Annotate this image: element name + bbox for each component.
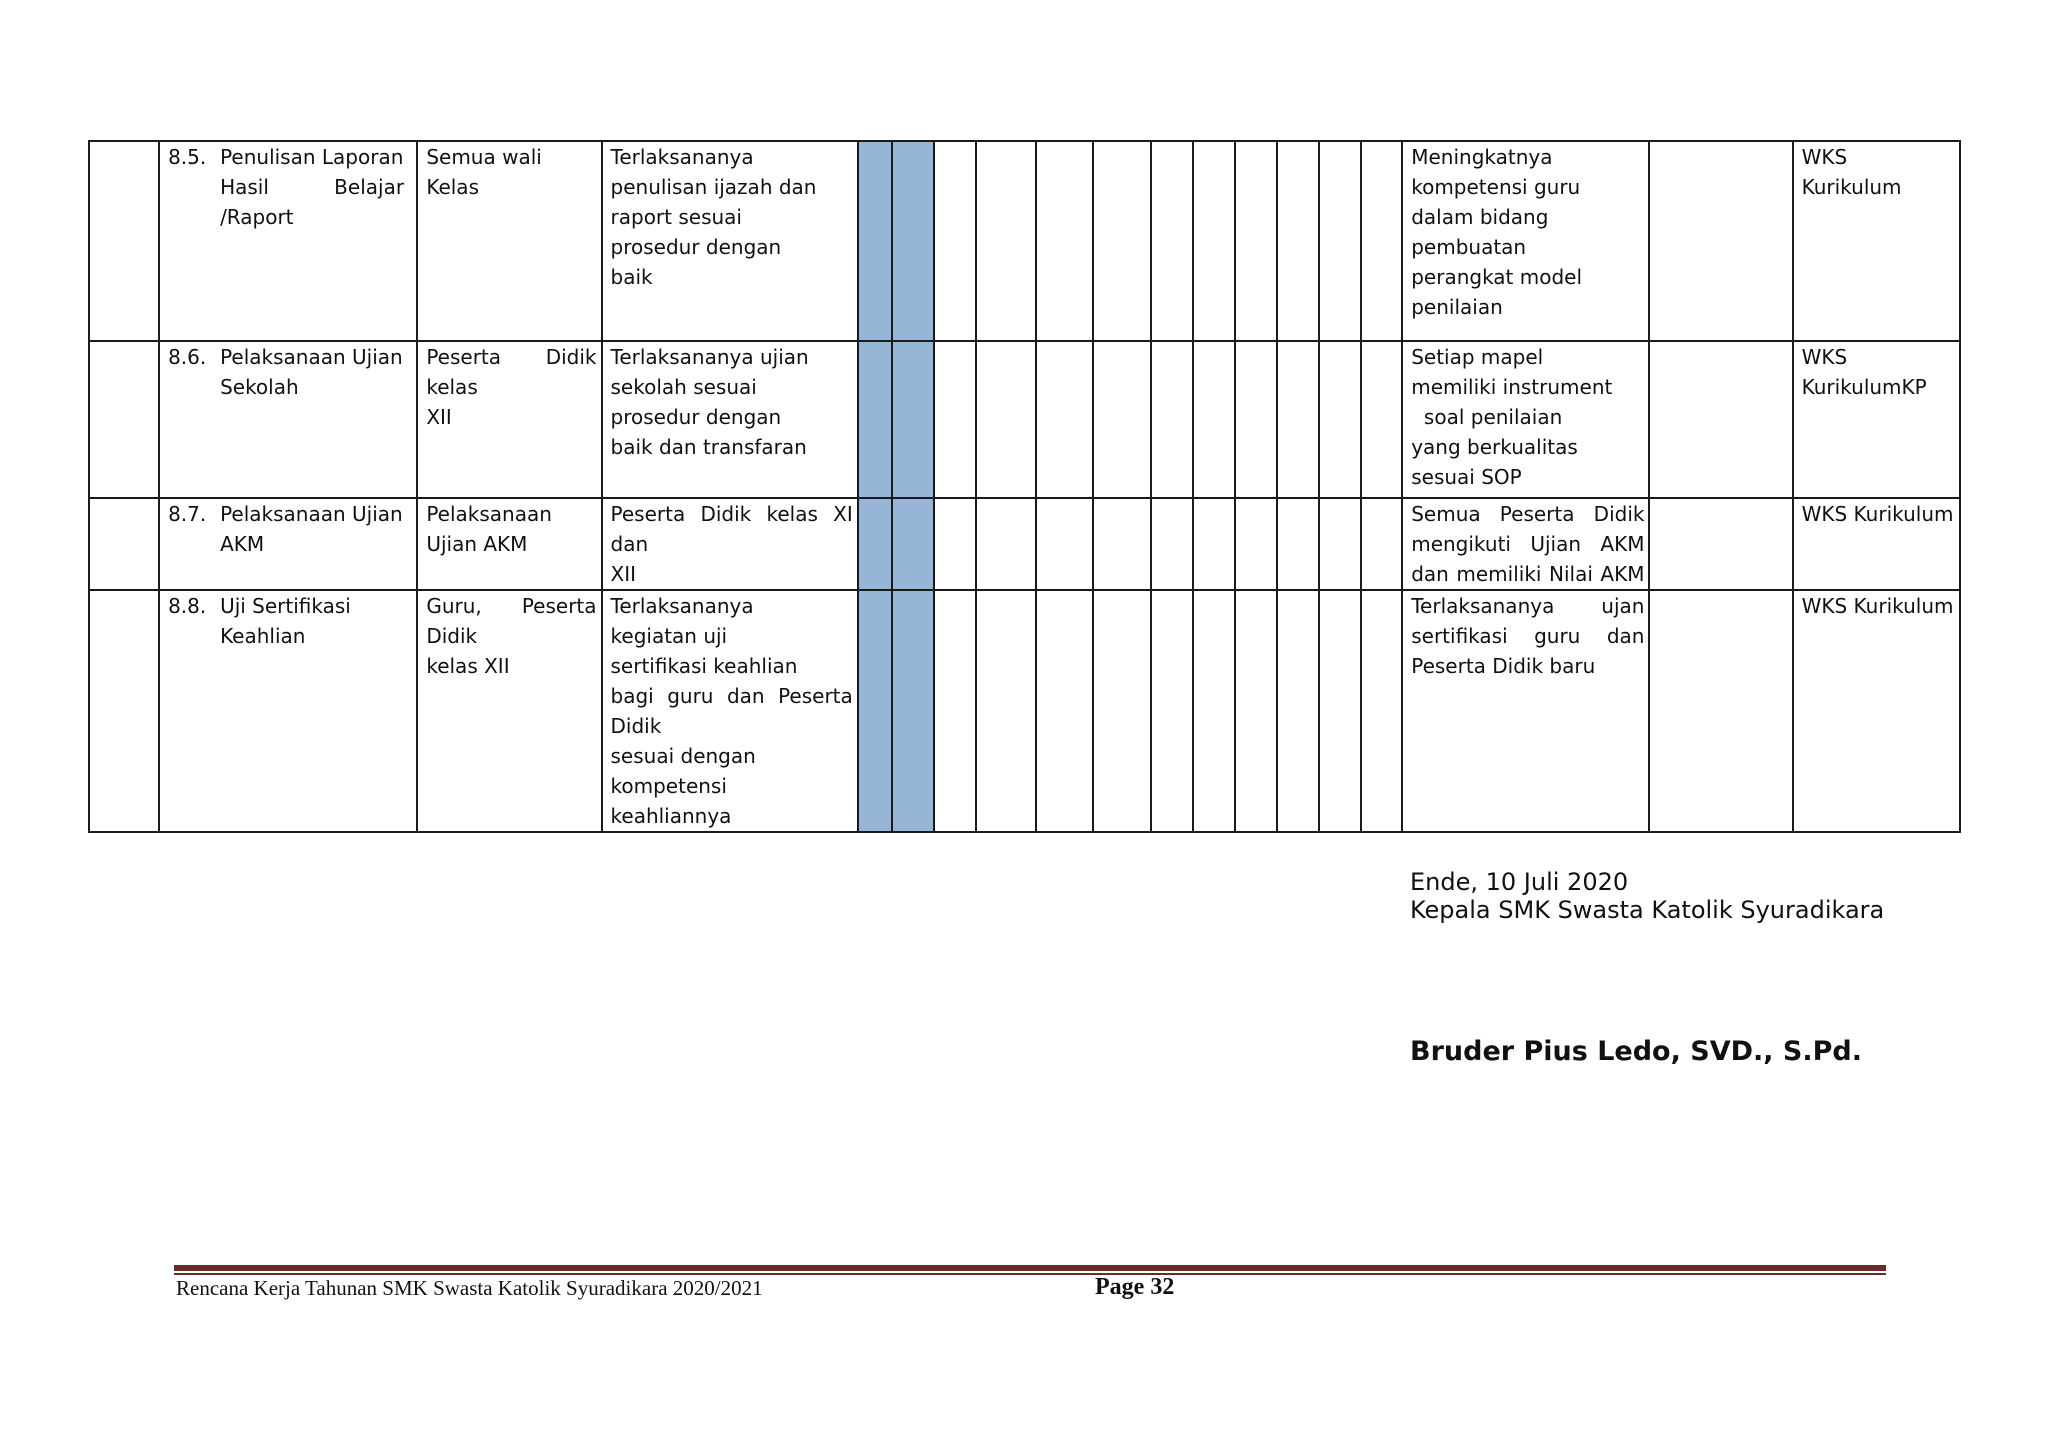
indicator-line: Terlaksananya [610,145,754,169]
month-cell [1036,341,1093,498]
indicator-line: prosedur dengan [610,405,782,429]
indicator-line: sesuai dengan [610,744,756,768]
item-number: 8.7. [168,502,207,526]
month-cell-scheduled [892,590,934,832]
row-margin-cell [89,141,159,341]
budget-cell [1649,141,1792,341]
item-number: 8.8. [168,594,207,618]
outcome-cell [1402,590,1649,832]
table-row [89,498,1960,590]
target-line: kelas XII [426,654,510,678]
month-cell [934,141,976,341]
month-cell [934,341,976,498]
activity-line: Pelaksanaan Ujian [220,345,403,369]
target-line: Guru, Peserta [426,594,597,618]
indicator-cell [602,498,858,590]
activity-line: Keahlian [220,624,306,648]
month-cell [1361,590,1402,832]
activity-cell [159,498,417,590]
month-cell [1193,341,1235,498]
outcome-line: sesuai SOP [1411,465,1522,489]
indicator-line: kompetensi [610,774,727,798]
activity-line: Uji Sertifikasi [220,594,351,618]
outcome-line: penilaian [1411,295,1503,319]
month-cell-scheduled [892,341,934,498]
activity-cell [159,141,417,341]
month-cell [934,590,976,832]
month-cell [1235,341,1277,498]
outcome-cell [1402,141,1649,341]
responsible-line: WKS [1801,145,1848,169]
budget-cell [1649,590,1792,832]
outcome-line: pembuatan [1411,235,1527,259]
month-cell [1093,498,1151,590]
responsible-cell [1793,141,1960,341]
activity-name [220,591,404,651]
month-cell [934,498,976,590]
activity-line: Penulisan Laporan [220,145,404,169]
target-line: Didik [426,624,478,648]
indicator-cell [602,141,858,341]
target-line: Semua wali [426,145,542,169]
month-cell [1319,590,1361,832]
activity-name [220,499,404,559]
signature-block [1410,868,1884,924]
outcome-line: Terlaksananya ujan [1411,594,1645,618]
month-cell-scheduled [892,498,934,590]
outcome-line: soal penilaian [1411,405,1563,429]
footer-rule [174,1265,1886,1271]
month-cell [1093,341,1151,498]
month-cell-scheduled [858,141,892,341]
footer-page-number: Page 32 [1095,1274,1175,1300]
outcome-line: dan memiliki Nilai AKM [1411,562,1645,586]
row-margin-cell [89,341,159,498]
indicator-line: Peserta Didik kelas XI [610,502,853,526]
row-margin-cell [89,498,159,590]
activity-line: Pelaksanaan Ujian [220,502,403,526]
responsible-line: KurikulumKP [1801,375,1927,399]
target-line: Ujian AKM [426,532,528,556]
work-plan-table [88,140,1961,833]
outcome-cell [1402,341,1649,498]
activity-name [220,342,404,402]
activity-name [220,142,404,232]
outcome-line: yang berkualitas [1411,435,1578,459]
outcome-line: memiliki instrument [1411,375,1613,399]
indicator-line: kegiatan uji [610,624,728,648]
item-number: 8.6. [168,345,207,369]
month-cell [1361,141,1402,341]
month-cell [1036,498,1093,590]
month-cell [1093,141,1151,341]
activity-line: AKM [220,532,265,556]
activity-line: /Raport [220,205,294,229]
month-cell-scheduled [892,141,934,341]
target-line: XII [426,405,452,429]
month-cell [1093,590,1151,832]
outcome-line: Peserta Didik baru [1411,654,1596,678]
indicator-line: bagi guru dan Peserta [610,684,853,708]
indicator-cell [602,590,858,832]
target-cell [417,341,601,498]
month-cell-scheduled [858,590,892,832]
outcome-line: perangkat model [1411,265,1583,289]
table-row [89,590,1960,832]
month-cell [1151,590,1193,832]
responsible-line: Kurikulum [1801,175,1902,199]
indicator-line: raport sesuai [610,205,742,229]
item-number: 8.5. [168,145,207,169]
indicator-line: dan [610,532,649,556]
target-cell [417,590,601,832]
month-cell [1151,498,1193,590]
month-cell [1036,141,1093,341]
month-cell [1319,498,1361,590]
target-cell [417,498,601,590]
month-cell [1319,341,1361,498]
outcome-cell [1402,498,1649,590]
indicator-line: baik [610,265,653,289]
indicator-line: keahliannya [610,804,732,828]
signer-name: Bruder Pius Ledo, SVD., S.Pd. [1410,1036,1862,1067]
outcome-line: dalam bidang [1411,205,1549,229]
month-cell [1193,498,1235,590]
outcome-line: sertifikasi guru dan [1411,624,1645,648]
target-line: kelas [426,375,478,399]
month-cell [1151,141,1193,341]
outcome-line: Setiap mapel [1411,345,1544,369]
month-cell [1235,590,1277,832]
responsible-cell [1793,498,1960,590]
outcome-line: Meningkatnya [1411,145,1553,169]
target-line: Kelas [426,175,479,199]
target-cell [417,141,601,341]
indicator-line: penulisan ijazah dan [610,175,817,199]
target-line: Peserta Didik [426,345,597,369]
responsible-line: WKS Kurikulum [1801,594,1954,618]
outcome-line: Semua Peserta Didik [1411,502,1645,526]
month-cell [1319,141,1361,341]
month-cell [1036,590,1093,832]
month-cell [1361,498,1402,590]
place-date: Ende, 10 Juli 2020 [1410,868,1629,896]
footer-rule-thin [174,1273,1886,1275]
indicator-line: prosedur dengan [610,235,782,259]
month-cell [1361,341,1402,498]
target-line: Pelaksanaan [426,502,552,526]
month-cell [1277,141,1319,341]
activity-line: Hasil Belajar [220,175,405,199]
responsible-cell [1793,590,1960,832]
month-cell [1235,498,1277,590]
activity-cell [159,590,417,832]
table-row [89,341,1960,498]
month-cell [1151,341,1193,498]
budget-cell [1649,498,1792,590]
table-row [89,141,1960,341]
responsible-cell [1793,341,1960,498]
month-cell-scheduled [858,341,892,498]
budget-cell [1649,341,1792,498]
activity-line: Sekolah [220,375,299,399]
month-cell [976,141,1036,341]
month-cell-scheduled [858,498,892,590]
month-cell [1277,498,1319,590]
month-cell [1193,141,1235,341]
outcome-line: kompetensi guru [1411,175,1581,199]
responsible-line: WKS [1801,345,1848,369]
indicator-line: Didik [610,714,662,738]
month-cell [1277,341,1319,498]
indicator-line: baik dan transfaran [610,435,807,459]
signer-position: Kepala SMK Swasta Katolik Syuradikara [1410,896,1885,924]
activity-cell [159,341,417,498]
month-cell [976,498,1036,590]
indicator-line: XII [610,562,637,586]
indicator-line: Terlaksananya [610,594,754,618]
month-cell [1277,590,1319,832]
indicator-line: Terlaksananya ujian [610,345,809,369]
indicator-cell [602,341,858,498]
responsible-line: WKS Kurikulum [1801,502,1954,526]
indicator-line: sekolah sesuai [610,375,757,399]
outcome-line: mengikuti Ujian AKM [1411,532,1645,556]
month-cell [1235,141,1277,341]
month-cell [976,590,1036,832]
row-margin-cell [89,590,159,832]
month-cell [1193,590,1235,832]
indicator-line: sertifikasi keahlian [610,654,798,678]
month-cell [976,341,1036,498]
footer-document-title: Rencana Kerja Tahunan SMK Swasta Katolik Syuradikara 2020/2021 [176,1276,763,1300]
